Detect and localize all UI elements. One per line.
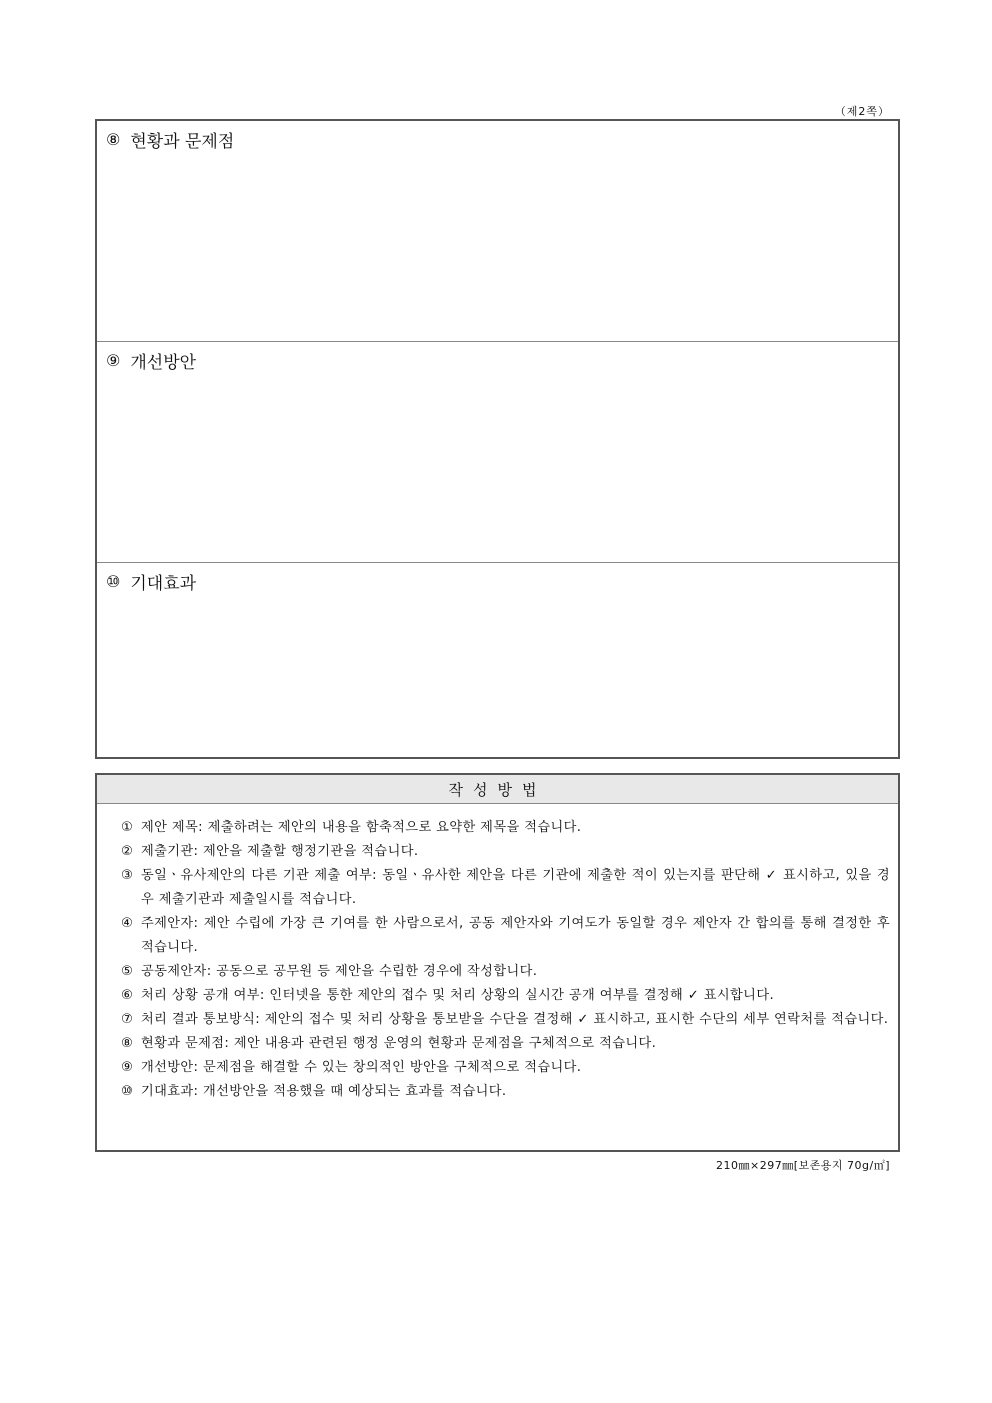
- guide-item-number: ⑧: [121, 1036, 134, 1051]
- guide-item-number: ⑨: [121, 1060, 134, 1075]
- proposal-form: [95, 119, 900, 759]
- guide-item-text: 개선방안: 문제점을 해결할 수 있는 창의적인 방안을 구체적으로 적습니다.: [141, 1060, 582, 1075]
- guide-item-text: 주제안자: 제안 수립에 가장 큰 기여를 한 사람으로서, 공동 제안자와 기여도가 동일할 경우 제안자 간 합의를 통해 결정한 후 적습니다.: [141, 916, 890, 955]
- guide-item-text: 처리 상황 공개 여부: 인터넷을 통한 제안의 접수 및 처리 상황의 실시간 공개 여부를 결정해 ✓ 표시합니다.: [141, 988, 775, 1003]
- guide-item-text: 현황과 문제점: 제안 내용과 관련된 행정 운영의 현황과 문제점을 구체적으로 적습니다.: [141, 1036, 657, 1051]
- guide-item-text: 동일ㆍ유사제안의 다른 기관 제출 여부: 동일ㆍ유사한 제안을 다른 기관에 제출한 적이 있는지를 판단해 ✓ 표시하고, 있을 경우 제출기관과 제출일시를 적습니다.: [141, 868, 890, 907]
- guide-item: [121, 984, 890, 1008]
- guide-list: [97, 804, 898, 1104]
- guide-title: 작성방법: [97, 775, 898, 804]
- guide-item-number: ⑥: [121, 988, 134, 1003]
- section-label: 개선방안: [130, 353, 197, 373]
- guide-item-text: 기대효과: 개선방안을 적용했을 때 예상되는 효과를 적습니다.: [141, 1084, 507, 1099]
- guide-item: [121, 1008, 890, 1032]
- guide-item-number: ③: [121, 868, 134, 883]
- guide-item: [121, 1032, 890, 1056]
- guide-item: [121, 1080, 890, 1104]
- guide-item: [121, 1056, 890, 1080]
- guide-item-number: ⑩: [121, 1084, 134, 1099]
- paper-spec-note: 210㎜×297㎜[보존용지 70g/㎡]: [716, 1159, 890, 1172]
- section-label: 현황과 문제점: [130, 132, 235, 152]
- guide-item-text: 제안 제목: 제출하려는 제안의 내용을 함축적으로 요약한 제목을 적습니다.: [141, 820, 582, 835]
- guide-item-text: 제출기관: 제안을 제출할 행정기관을 적습니다.: [141, 844, 419, 859]
- guide-item-number: ⑦: [121, 1012, 134, 1027]
- section-title: [106, 348, 196, 373]
- guide-item: [121, 960, 890, 984]
- section-expected-effect[interactable]: [97, 563, 898, 757]
- section-title: [106, 127, 234, 152]
- writing-guide: [95, 773, 900, 1152]
- guide-item-number: ⑤: [121, 964, 134, 979]
- guide-item: [121, 816, 890, 840]
- section-number: ⑨: [106, 351, 121, 370]
- section-number: ⑧: [106, 130, 121, 149]
- section-label: 기대효과: [130, 574, 197, 594]
- guide-item: [121, 864, 890, 912]
- guide-item-text: 처리 결과 통보방식: 제안의 접수 및 처리 상황을 통보받을 수단을 결정해 ✓ 표시하고, 표시한 수단의 세부 연락처를 적습니다.: [141, 1012, 889, 1027]
- guide-item: [121, 912, 890, 960]
- section-current-status[interactable]: [97, 121, 898, 342]
- guide-item: [121, 840, 890, 864]
- guide-item-number: ②: [121, 844, 134, 859]
- section-number: ⑩: [106, 572, 121, 591]
- guide-item-number: ④: [121, 916, 134, 931]
- section-improvement-plan[interactable]: [97, 342, 898, 563]
- section-title: [106, 569, 196, 594]
- page-number-label: （제2쪽）: [834, 105, 890, 118]
- guide-item-number: ①: [121, 820, 134, 835]
- guide-item-text: 공동제안자: 공동으로 공무원 등 제안을 수립한 경우에 작성합니다.: [141, 964, 538, 979]
